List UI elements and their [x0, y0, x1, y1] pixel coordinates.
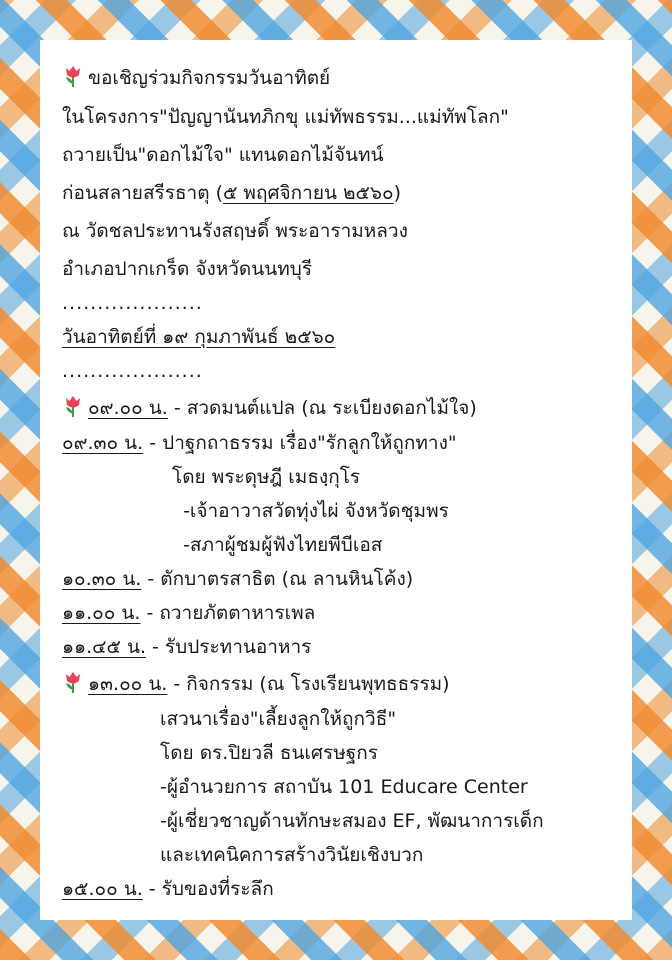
schedule-text: - ถวายภัตตาหารเพล [140, 602, 316, 624]
forum-speaker: โดย ดร.ปิยวลี ธนเศรษฐกร [160, 742, 378, 764]
event-date: วันอาทิตย์ที่ ๑๙ กุมภาพันธ์ ๒๕๖๐ [62, 326, 336, 348]
invite-title: ขอเชิญร่วมกิจกรรมวันอาทิตย์ [88, 67, 331, 89]
temple-line: ณ วัดชลประทานรังสฤษดิ์ พระอารามหลวง [62, 220, 408, 242]
relic-line: ก่อนสลายสรีรธาตุ (๕ พฤศจิกายน ๒๕๖๐) [62, 182, 401, 204]
forum-title: เสวนาเรื่อง"เลี้ยงลูกให้ถูกวิธี" [160, 708, 397, 730]
schedule-text: - ปาฐกถาธรรม เรื่อง"รักลูกให้ถูกทาง" [143, 432, 457, 454]
forum-speaker-role: -ผู้อำนวยการ สถาบัน 101 Educare Center [160, 776, 528, 798]
offering-line: ถวายเป็น"ดอกไม้ใจ" แทนดอกไม้จันทน์ [62, 144, 384, 166]
schedule-speaker-role: -สภาผู้ชมผู้ฟังไทยพีบีเอส [183, 534, 383, 556]
separator-bottom: .................... [62, 360, 203, 382]
invite-title-line [62, 64, 330, 91]
schedule-time: ๑๐.๓๐ น. [62, 568, 142, 590]
tulip-icon [62, 670, 84, 694]
schedule-text: - สวดมนต์แปล (ณ ระเบียงดอกไม้ใจ) [167, 397, 477, 419]
tulip-icon [62, 394, 84, 418]
forum-speaker-role: และเทคนิคการสร้างวินัยเชิงบวก [160, 844, 424, 866]
schedule-time: ๑๑.๔๕ น. [62, 636, 146, 658]
schedule-item-1145 [62, 634, 311, 660]
separator-top: .................... [62, 292, 203, 314]
schedule-item-1100 [62, 600, 315, 626]
schedule-speaker: โดย พระดุษฎี เมธงฺกุโร [172, 466, 361, 488]
schedule-item-1030 [62, 566, 413, 592]
schedule-text: - รับประทานอาหาร [146, 636, 312, 658]
schedule-text: - กิจกรรม (ณ โรงเรียนพุทธธรรม) [167, 673, 450, 695]
invitation-card [40, 40, 632, 920]
schedule-time: ๑๓.๐๐ น. [88, 673, 168, 695]
tulip-icon [62, 64, 84, 88]
forum-speaker-role: -ผู้เชี่ยวชาญด้านทักษะสมอง EF, พัฒนาการเด็ก [160, 810, 544, 832]
district-line: อำเภอปากเกร็ด จังหวัดนนทบุรี [62, 258, 313, 280]
relic-date: ๕ พฤศจิกายน ๒๕๖๐ [223, 182, 394, 204]
schedule-speaker-role: -เจ้าอาวาสวัดทุ่งไผ่ จังหวัดชุมพร [183, 500, 449, 522]
schedule-time: ๑๑.๐๐ น. [62, 602, 141, 624]
project-line: ในโครงการ"ปัญญานันทภิกขุ แม่ทัพธรรม...แม่ทัพโลก" [62, 106, 509, 128]
schedule-item-0900 [62, 394, 477, 421]
schedule-text: - ตักบาตรสาธิต (ณ ลานหินโค้ง) [141, 568, 414, 590]
schedule-text: - รับของที่ระลึก [142, 878, 274, 900]
schedule-item-1500 [62, 876, 274, 902]
schedule-time: ๐๙.๓๐ น. [62, 432, 144, 454]
schedule-time: ๐๙.๐๐ น. [88, 397, 168, 419]
schedule-item-0930 [62, 430, 457, 456]
schedule-time: ๑๕.๐๐ น. [62, 878, 143, 900]
schedule-item-1300 [62, 670, 450, 697]
